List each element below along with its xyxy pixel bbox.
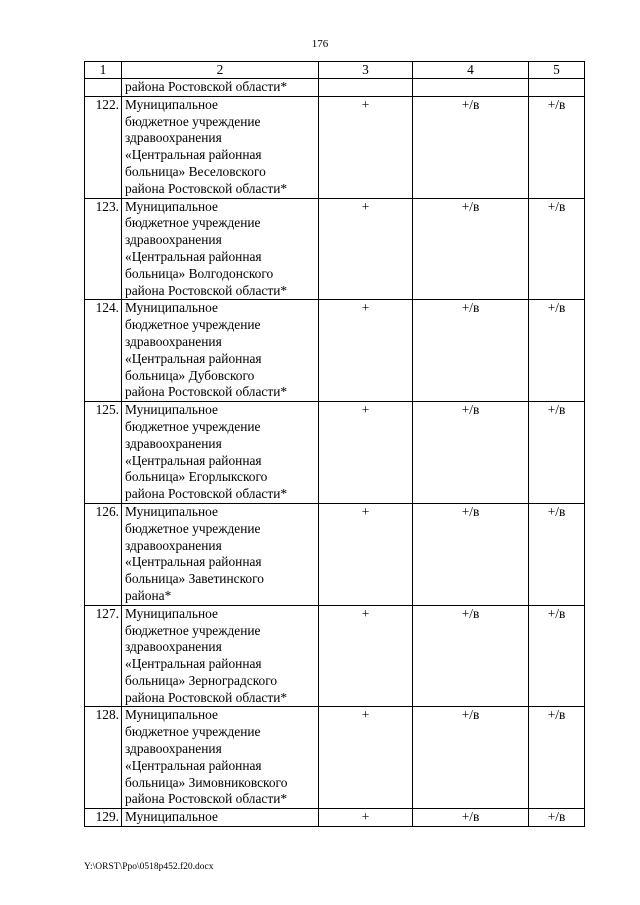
institution-name-line: бюджетное учреждение [125,317,261,333]
row-number: 126. [85,503,122,605]
mark-col-5 [529,79,585,97]
mark-col-3 [319,79,413,97]
institution-name [122,300,319,402]
mark-col-5: +/в [529,605,585,707]
header-col-1: 1 [85,62,122,79]
institution-name-line: здравоохранения [125,741,222,757]
institution-name-line: здравоохранения [125,130,222,146]
institution-name-line: больница» Дубовского [125,367,255,383]
row-number: 128. [85,707,122,809]
institution-name [122,503,319,605]
institution-name-line: здравоохранения [125,333,222,349]
page-number: 176 [311,38,329,50]
row-number: 123. [85,198,122,300]
table-row [85,809,585,827]
table-row [85,198,585,300]
mark-col-3: + [319,809,413,827]
institution-name-line: больница» Волгодонского [125,265,274,281]
institution-name-line: больница» Заветинского [125,571,264,587]
institution-name-line: района Ростовской области* [125,791,288,807]
mark-col-4: +/в [413,605,529,707]
institution-name [122,79,319,97]
mark-col-5: +/в [529,96,585,198]
table-row [85,402,585,504]
institution-name-line: «Центральная районная [125,656,262,672]
row-number: 127. [85,605,122,707]
institution-name-line: Муниципальное [125,809,218,825]
institution-name-line: Муниципальное [125,707,218,723]
mark-col-3: + [319,96,413,198]
institution-name-line: района* [125,587,172,603]
mark-col-5: +/в [529,809,585,827]
institution-name-line: Муниципальное [125,503,218,519]
institution-name-line: здравоохранения [125,435,222,451]
mark-col-5: +/в [529,503,585,605]
institution-name [122,707,319,809]
institutions-table [84,61,585,827]
institution-name-line: района Ростовской области* [125,282,288,298]
institution-name-line: района Ростовской области* [125,486,288,502]
institution-name [122,605,319,707]
mark-col-4: +/в [413,809,529,827]
institution-name [122,402,319,504]
institution-name-line: больница» Егорлыкского [125,469,268,485]
mark-col-4: +/в [413,402,529,504]
institution-name-line: бюджетное учреждение [125,418,261,434]
footer-file-path: Y:\ORST\Ppo\0518p452.f20.docx [84,862,214,872]
table-row [85,503,585,605]
table-row [85,300,585,402]
header-col-3: 3 [319,62,413,79]
mark-col-3: + [319,707,413,809]
mark-col-5: +/в [529,402,585,504]
mark-col-4: +/в [413,96,529,198]
institution-name-line: бюджетное учреждение [125,520,261,536]
institution-name-line: здравоохранения [125,639,222,655]
institution-name-line: «Центральная районная [125,350,262,366]
institution-name-line: бюджетное учреждение [125,622,261,638]
mark-col-4 [413,79,529,97]
institution-name [122,809,319,827]
institution-name [122,198,319,300]
table-row [85,96,585,198]
institution-name-line: Муниципальное [125,300,218,316]
table-row-continuation [85,79,585,97]
mark-col-4: +/в [413,503,529,605]
institution-name-line: бюджетное учреждение [125,113,261,129]
institution-name-line: бюджетное учреждение [125,215,261,231]
mark-col-4: +/в [413,707,529,809]
institution-name-line: больница» Зерноградского [125,672,278,688]
institution-name-line: «Центральная районная [125,147,262,163]
mark-col-5: +/в [529,707,585,809]
header-col-4: 4 [413,62,529,79]
institution-name-line: здравоохранения [125,537,222,553]
institution-name-line: Муниципальное [125,605,218,621]
table-header-row [85,62,585,79]
mark-col-3: + [319,198,413,300]
table-row [85,605,585,707]
row-number: 122. [85,96,122,198]
header-col-2: 2 [122,62,319,79]
institution-name-line: района Ростовской области* [125,689,288,705]
institution-name-line: «Центральная районная [125,248,262,264]
mark-col-3: + [319,503,413,605]
row-number: 124. [85,300,122,402]
mark-col-4: +/в [413,300,529,402]
institution-name-line: «Центральная районная [125,757,262,773]
table-row [85,707,585,809]
institution-name-line: «Центральная районная [125,554,262,570]
institution-name-line: больница» Веселовского [125,163,266,179]
institution-name-line: «Центральная районная [125,452,262,468]
mark-col-3: + [319,605,413,707]
institution-name-line: района Ростовской области* [125,180,288,196]
institution-name-line: больница» Зимовниковского [125,774,288,790]
mark-col-3: + [319,300,413,402]
mark-col-3: + [319,402,413,504]
mark-col-5: +/в [529,198,585,300]
institution-name-line: района Ростовской области* [125,384,288,400]
institution-name-line: района Ростовской области* [125,79,288,94]
institution-name-line: здравоохранения [125,232,222,248]
row-number [85,79,122,97]
mark-col-4: +/в [413,198,529,300]
mark-col-5: +/в [529,300,585,402]
row-number: 129. [85,809,122,827]
institution-name-line: Муниципальное [125,198,218,214]
institution-name-line: бюджетное учреждение [125,724,261,740]
header-col-5: 5 [529,62,585,79]
table-body [85,79,585,827]
institution-name-line: Муниципальное [125,96,218,112]
row-number: 125. [85,402,122,504]
institution-name [122,96,319,198]
institution-name-line: Муниципальное [125,402,218,418]
